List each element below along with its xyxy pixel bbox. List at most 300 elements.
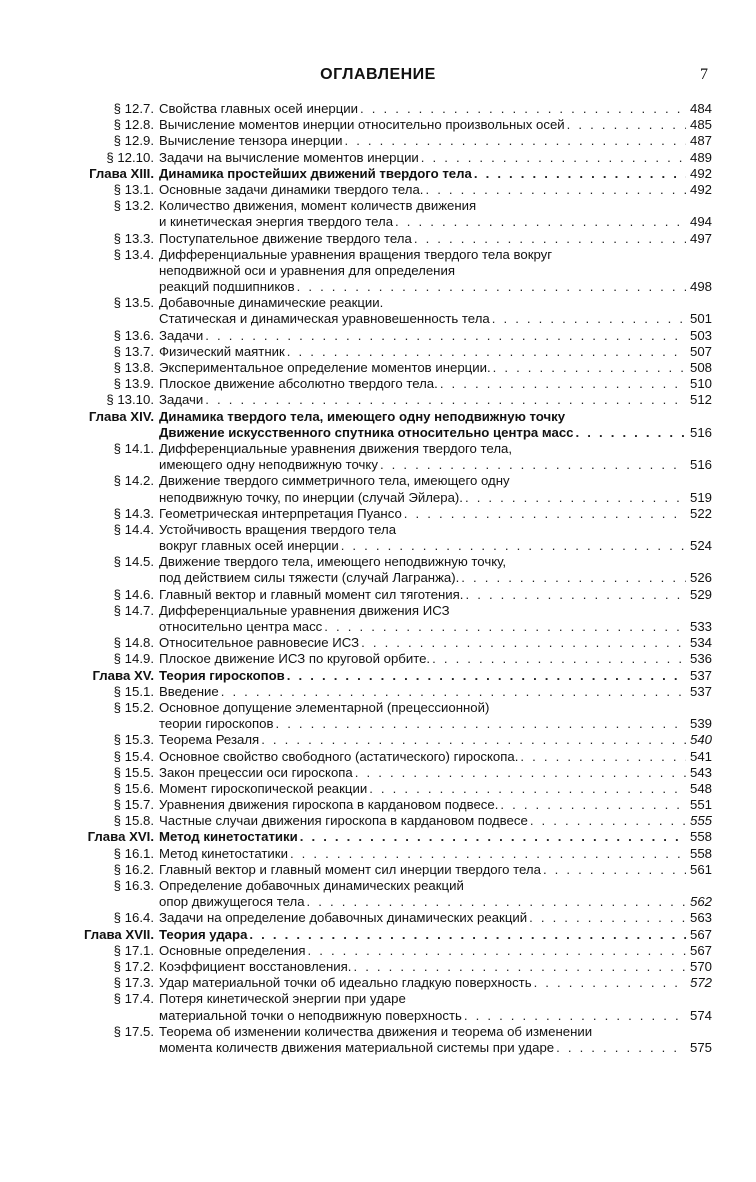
toc-entry-line bbox=[159, 797, 688, 813]
toc-section-entry bbox=[0, 522, 756, 538]
toc-section-entry bbox=[0, 781, 756, 797]
toc-entry-line bbox=[159, 490, 688, 506]
toc-section-entry bbox=[0, 311, 756, 327]
toc-entry-title: Экспериментальное определение моментов инерции. bbox=[159, 360, 491, 375]
toc-entry-title: Удар материальной точки об идеально гладкую поверхность bbox=[159, 975, 532, 991]
toc-entry-page: 570 bbox=[689, 958, 712, 974]
toc-entry-page: 534 bbox=[689, 635, 712, 651]
toc-entry-page: 539 bbox=[689, 716, 712, 732]
toc-entry-line bbox=[159, 425, 688, 441]
toc-section-entry bbox=[0, 813, 756, 829]
toc-entry-page: 548 bbox=[689, 780, 712, 796]
toc-section-entry bbox=[0, 231, 756, 247]
toc-entry-title: Движение искусственного спутника относительно центра масс bbox=[159, 424, 574, 440]
toc-entry-line bbox=[159, 878, 688, 894]
toc-leader-dots bbox=[534, 975, 686, 991]
toc-entry-line bbox=[159, 166, 688, 182]
toc-entry-page: 563 bbox=[689, 910, 712, 926]
toc-entry-title: Закон прецессии оси гироскопа bbox=[159, 764, 353, 780]
toc-section-entry bbox=[0, 603, 756, 619]
toc-leader-dots bbox=[464, 1008, 686, 1024]
toc-entry-title: Теорема Резаля bbox=[159, 732, 260, 748]
toc-section-entry bbox=[0, 700, 756, 716]
toc-leader-dots bbox=[556, 1040, 686, 1056]
toc-entry-title: Динамика простейших движений твердого тела bbox=[159, 165, 472, 181]
toc-entry-title: Плоское движение ИСЗ по круговой орбите. bbox=[159, 651, 431, 667]
toc-section-entry bbox=[0, 619, 756, 635]
toc-section-entry bbox=[0, 214, 756, 230]
toc-entry-title: Плоское движение абсолютно твердого тела. bbox=[159, 376, 438, 392]
toc-entry-number: § 13.3. bbox=[113, 230, 154, 246]
toc-entry-line bbox=[159, 894, 688, 910]
toc-entry-title: Количество движения, момент количеств движения bbox=[159, 198, 477, 214]
toc-entry-number: § 13.8. bbox=[113, 360, 154, 375]
toc-entry-page: 489 bbox=[689, 149, 712, 165]
toc-entry-line bbox=[159, 506, 688, 522]
toc-entry-number: § 14.3. bbox=[113, 505, 154, 521]
toc-entry-line bbox=[159, 538, 688, 554]
toc-entry-line bbox=[159, 247, 688, 263]
toc-entry-number: § 16.1. bbox=[113, 845, 154, 861]
toc-section-entry bbox=[0, 991, 756, 1007]
toc-chapter-entry bbox=[0, 829, 756, 845]
toc-section-entry bbox=[0, 360, 756, 376]
toc-entry-number: § 13.10. bbox=[106, 392, 154, 408]
toc-entry-line bbox=[159, 150, 688, 166]
toc-entry-title: Дифференциальные уравнения движения ИСЗ bbox=[159, 602, 450, 618]
toc-entry-line bbox=[159, 862, 688, 878]
toc-leader-dots bbox=[205, 392, 686, 408]
toc-entry-page: 529 bbox=[689, 586, 712, 602]
toc-entry-page: 519 bbox=[689, 489, 712, 505]
toc-entry-page: 537 bbox=[689, 683, 712, 699]
toc-entry-page: 524 bbox=[689, 538, 712, 554]
toc-entry-number: § 15.6. bbox=[113, 780, 154, 796]
toc-entry-title: реакций подшипников bbox=[159, 279, 295, 295]
toc-leader-dots bbox=[500, 797, 686, 813]
toc-entry-title: Дифференциальные уравнения вращения твердого тела вокруг bbox=[159, 246, 553, 262]
toc-section-entry bbox=[0, 182, 756, 198]
toc-leader-dots bbox=[307, 894, 686, 910]
toc-entry-line bbox=[159, 943, 688, 959]
toc-chapter-entry bbox=[0, 166, 756, 182]
toc-entry-title: Метод кинетостатики bbox=[159, 829, 298, 845]
toc-entry-title: Вычисление тензора инерции bbox=[159, 133, 343, 149]
toc-leader-dots bbox=[543, 862, 686, 878]
toc-entry-title: Динамика твердого тела, имеющего одну неподвижную точку bbox=[159, 408, 566, 424]
toc-entry-title: Задачи на определение добавочных динамических реакций bbox=[159, 910, 528, 926]
toc-entry-number: Глава XVII. bbox=[83, 926, 154, 942]
toc-entry-title: Физический маятник bbox=[159, 343, 285, 359]
toc-leader-dots bbox=[395, 214, 686, 230]
toc-leader-dots bbox=[380, 457, 686, 473]
toc-leader-dots bbox=[344, 133, 686, 149]
toc-entry-number: § 15.8. bbox=[113, 813, 154, 829]
toc-leader-dots bbox=[287, 668, 686, 684]
toc-entry-number: § 15.1. bbox=[113, 683, 154, 699]
toc-entry-number: § 14.7. bbox=[113, 602, 154, 618]
toc-entry-page: 512 bbox=[689, 392, 712, 408]
toc-section-entry bbox=[0, 894, 756, 910]
toc-section-entry bbox=[0, 716, 756, 732]
toc-leader-dots bbox=[493, 360, 686, 376]
toc-entry-page: 567 bbox=[689, 926, 712, 942]
toc-entry-line bbox=[159, 732, 688, 748]
toc-entry-number: § 17.4. bbox=[113, 991, 154, 1007]
toc-entry-page: 567 bbox=[689, 942, 712, 958]
toc-entry-title: Дифференциальные уравнения движения твердого тела, bbox=[159, 440, 513, 456]
toc-entry-line bbox=[159, 651, 688, 667]
toc-entry-page: 575 bbox=[689, 1039, 712, 1055]
toc-entry-title: Потеря кинетической энергии при ударе bbox=[159, 991, 406, 1007]
toc-entry-line bbox=[159, 587, 688, 603]
toc-entry-page: 540 bbox=[689, 732, 712, 748]
toc-entry-title: теории гироскопов bbox=[159, 716, 274, 732]
toc-leader-dots bbox=[530, 813, 686, 829]
toc-entry-page: 572 bbox=[689, 975, 712, 991]
toc-entry-line bbox=[159, 716, 688, 732]
toc-entry-line bbox=[159, 311, 688, 327]
toc-leader-dots bbox=[205, 328, 686, 344]
toc-section-entry bbox=[0, 797, 756, 813]
toc-section-entry bbox=[0, 279, 756, 295]
toc-entry-title: момента количеств движения материальной системы при ударе bbox=[159, 1039, 555, 1055]
toc-section-entry bbox=[0, 651, 756, 667]
toc-section-entry bbox=[0, 635, 756, 651]
toc-leader-dots bbox=[567, 117, 686, 133]
toc-entry-number: § 16.4. bbox=[113, 910, 154, 926]
toc-entry-number: Глава XV. bbox=[92, 667, 154, 683]
toc-entry-number: § 13.4. bbox=[113, 246, 154, 262]
toc-leader-dots bbox=[324, 619, 686, 635]
toc-entry-title: неподвижную точку, по инерции (случай Эйлера). bbox=[159, 489, 463, 505]
toc-section-entry bbox=[0, 506, 756, 522]
toc-entry-page: 498 bbox=[689, 279, 712, 295]
toc-entry-page: 526 bbox=[689, 570, 712, 586]
toc-section-entry bbox=[0, 328, 756, 344]
toc-entry-number: § 17.2. bbox=[113, 958, 154, 974]
toc-entry-line bbox=[159, 231, 688, 247]
toc-entry-line bbox=[159, 603, 688, 619]
toc-entry-page: 536 bbox=[689, 651, 712, 667]
toc-entry-line bbox=[159, 214, 688, 230]
toc-section-entry bbox=[0, 910, 756, 926]
toc-leader-dots bbox=[297, 279, 686, 295]
toc-entry-line bbox=[159, 409, 688, 425]
toc-leader-dots bbox=[360, 101, 686, 117]
toc-leader-dots bbox=[440, 376, 686, 392]
toc-chapter-entry bbox=[0, 409, 756, 425]
toc-section-entry bbox=[0, 198, 756, 214]
toc-entry-title: относительно центра масс bbox=[159, 619, 323, 634]
toc-entry-title: Уравнения движения гироскопа в кардановом подвесе. bbox=[159, 797, 499, 813]
toc-section-entry bbox=[0, 1008, 756, 1024]
toc-entry-page: 492 bbox=[689, 181, 712, 197]
toc-entry-line bbox=[159, 829, 688, 845]
toc-leader-dots bbox=[432, 651, 686, 667]
toc-entry-page: 551 bbox=[689, 797, 712, 813]
toc-entry-number: § 14.1. bbox=[113, 440, 154, 456]
toc-entry-line bbox=[159, 279, 688, 295]
toc-entry-line bbox=[159, 813, 688, 829]
toc-entry-title: опор движущегося тела bbox=[159, 894, 305, 910]
toc-entry-page: 494 bbox=[689, 214, 712, 230]
toc-entry-page: 503 bbox=[689, 327, 712, 343]
toc-section-entry bbox=[0, 862, 756, 878]
toc-entry-page: 497 bbox=[689, 230, 712, 246]
toc-entry-line bbox=[159, 344, 688, 360]
toc-entry-title: Коэффициент восстановления. bbox=[159, 958, 352, 974]
toc-entry-line bbox=[159, 198, 688, 214]
toc-leader-dots bbox=[461, 570, 686, 586]
toc-entry-title: Относительное равновесие ИСЗ bbox=[159, 635, 360, 651]
toc-entry-title: неподвижной оси и уравнения для определения bbox=[159, 262, 455, 278]
toc-section-entry bbox=[0, 392, 756, 408]
toc-entry-line bbox=[159, 522, 688, 538]
toc-entry-line bbox=[159, 117, 688, 133]
toc-section-entry bbox=[0, 117, 756, 133]
toc-entry-title: Вычисление моментов инерции относительно произвольных осей bbox=[159, 117, 565, 133]
toc-leader-dots bbox=[474, 166, 686, 182]
toc-entry-line bbox=[159, 700, 688, 716]
page-header bbox=[0, 66, 756, 88]
toc-section-entry bbox=[0, 295, 756, 311]
toc-entry-line bbox=[159, 376, 688, 392]
toc-section-entry bbox=[0, 150, 756, 166]
toc-entry-line bbox=[159, 668, 688, 684]
toc-entry-number: § 13.7. bbox=[113, 343, 154, 359]
toc-entry-number: § 16.3. bbox=[113, 878, 154, 893]
toc-entry-page: 533 bbox=[689, 619, 712, 634]
toc-entry-line bbox=[159, 101, 688, 117]
toc-entry-page: 561 bbox=[689, 861, 712, 877]
toc-entry-title: под действием силы тяжести (случай Лагранжа). bbox=[159, 570, 460, 586]
toc-entry-line bbox=[159, 392, 688, 408]
toc-section-entry bbox=[0, 133, 756, 149]
toc-entry-number: § 17.5. bbox=[113, 1023, 154, 1039]
toc-entry-page: 508 bbox=[689, 360, 712, 375]
toc-entry-page: 558 bbox=[689, 829, 712, 845]
toc-section-entry bbox=[0, 376, 756, 392]
toc-entry-title: Введение bbox=[159, 683, 219, 699]
toc-entry-title: Движение твердого тела, имеющего неподвижную точку, bbox=[159, 554, 507, 570]
toc-entry-line bbox=[159, 619, 688, 635]
toc-chapter-entry bbox=[0, 425, 756, 441]
toc-entry-title: Устойчивость вращения твердого тела bbox=[159, 521, 397, 537]
toc-entry-line bbox=[159, 295, 688, 311]
toc-section-entry bbox=[0, 1040, 756, 1056]
toc-entry-number: § 13.6. bbox=[113, 327, 154, 343]
toc-entry-line bbox=[159, 328, 688, 344]
toc-leader-dots bbox=[308, 943, 687, 959]
toc-leader-dots bbox=[361, 635, 686, 651]
toc-entry-number: § 15.7. bbox=[113, 797, 154, 813]
toc-leader-dots bbox=[261, 732, 686, 748]
page-number: 7 bbox=[700, 66, 708, 83]
toc-entry-number: § 13.9. bbox=[113, 376, 154, 392]
toc-entry-page: 485 bbox=[689, 117, 712, 133]
toc-entry-page: 507 bbox=[689, 343, 712, 359]
toc-entry-page: 522 bbox=[689, 505, 712, 521]
toc-section-entry bbox=[0, 684, 756, 700]
toc-section-entry bbox=[0, 490, 756, 506]
toc-section-entry bbox=[0, 1024, 756, 1040]
toc-entry-page: 541 bbox=[689, 748, 712, 764]
toc-entry-number: § 12.7. bbox=[113, 101, 154, 116]
page-title: ОГЛАВЛЕНИЕ bbox=[320, 66, 436, 83]
toc-entry-number: Глава XVI. bbox=[87, 829, 154, 845]
toc-section-entry bbox=[0, 344, 756, 360]
toc-section-entry bbox=[0, 943, 756, 959]
toc-section-entry bbox=[0, 570, 756, 586]
toc-entry-page: 492 bbox=[689, 165, 712, 181]
toc-entry-number: § 12.8. bbox=[113, 117, 154, 133]
toc-entry-number: § 14.2. bbox=[113, 473, 154, 489]
toc-entry-number: § 15.2. bbox=[113, 699, 154, 715]
toc-section-entry bbox=[0, 554, 756, 570]
toc-entry-title: Определение добавочных динамических реакций bbox=[159, 878, 464, 893]
toc-entry-title: Главный вектор и главный момент сил инерции твердого тела bbox=[159, 861, 541, 877]
toc-entry-title: Метод кинетостатики bbox=[159, 845, 288, 861]
toc-entry-line bbox=[159, 1040, 688, 1056]
toc-section-entry bbox=[0, 846, 756, 862]
toc-entry-title: Основные определения bbox=[159, 942, 306, 958]
toc-entry-line bbox=[159, 457, 688, 473]
toc-entry-line bbox=[159, 991, 688, 1007]
toc-entry-number: § 15.4. bbox=[113, 748, 154, 764]
toc-entry-number: § 14.6. bbox=[113, 586, 154, 602]
toc-leader-dots bbox=[492, 311, 686, 327]
toc-entry-title: Геометрическая интерпретация Пуансо bbox=[159, 505, 402, 521]
toc-entry-page: 555 bbox=[689, 813, 712, 829]
toc-entry-number: § 12.9. bbox=[113, 133, 154, 149]
toc-chapter-entry bbox=[0, 927, 756, 943]
toc-chapter-entry bbox=[0, 668, 756, 684]
toc-entry-page: 484 bbox=[689, 101, 712, 116]
toc-section-entry bbox=[0, 587, 756, 603]
toc-entry-title: материальной точки о неподвижную поверхность bbox=[159, 1007, 462, 1023]
toc-section-entry bbox=[0, 101, 756, 117]
toc-leader-dots bbox=[355, 765, 686, 781]
toc-entry-title: Теория гироскопов bbox=[159, 667, 285, 683]
toc-entry-title: Момент гироскопической реакции bbox=[159, 780, 368, 796]
toc-section-entry bbox=[0, 538, 756, 554]
toc-leader-dots bbox=[421, 150, 686, 166]
toc-leader-dots bbox=[287, 344, 686, 360]
toc-entry-line bbox=[159, 182, 688, 198]
toc-entry-line bbox=[159, 554, 688, 570]
toc-entry-line bbox=[159, 749, 688, 765]
toc-entry-number: § 13.5. bbox=[113, 295, 154, 311]
toc-entry-title: Главный вектор и главный момент сил тяготения. bbox=[159, 586, 464, 602]
toc-leader-dots bbox=[249, 927, 686, 943]
toc-entry-page: 574 bbox=[689, 1007, 712, 1023]
toc-entry-number: Глава XIV. bbox=[88, 408, 154, 424]
toc-entry-line bbox=[159, 473, 688, 489]
toc-entry-page: 501 bbox=[689, 311, 712, 327]
toc-leader-dots bbox=[520, 749, 686, 765]
toc-entry-line bbox=[159, 846, 688, 862]
toc-entry-title: вокруг главных осей инерции bbox=[159, 538, 339, 554]
toc-section-entry bbox=[0, 732, 756, 748]
toc-entry-title: Движение твердого симметричного тела, имеющего одну bbox=[159, 473, 510, 489]
toc-entry-title: Свойства главных осей инерции bbox=[159, 101, 359, 116]
toc-entry-page: 516 bbox=[689, 457, 712, 473]
toc-entry-line bbox=[159, 959, 688, 975]
toc-entry-title: Основное свойство свободного (астатического) гироскопа. bbox=[159, 748, 519, 764]
toc-entry-number: § 13.1. bbox=[113, 181, 154, 197]
toc-entry-number: § 13.2. bbox=[113, 198, 154, 214]
toc-leader-dots bbox=[529, 910, 686, 926]
toc-section-entry bbox=[0, 473, 756, 489]
toc-entry-page: 562 bbox=[689, 894, 712, 910]
toc-leader-dots bbox=[465, 587, 686, 603]
toc-entry-title: Задачи bbox=[159, 327, 204, 343]
toc-entry-line bbox=[159, 781, 688, 797]
toc-entry-page: 516 bbox=[689, 424, 712, 440]
toc-entry-number: Глава XIII. bbox=[89, 165, 154, 181]
toc-section-entry bbox=[0, 457, 756, 473]
toc-entry-number: § 14.9. bbox=[113, 651, 154, 667]
toc-entry-number: § 14.8. bbox=[113, 635, 154, 651]
toc-entry-title: Частные случаи движения гироскопа в кардановом подвесе bbox=[159, 813, 528, 829]
toc-entry-title: имеющего одну неподвижную точку bbox=[159, 457, 378, 473]
toc-entry-line bbox=[159, 570, 688, 586]
toc-section-entry bbox=[0, 975, 756, 991]
toc-entry-page: 558 bbox=[689, 845, 712, 861]
toc-leader-dots bbox=[425, 182, 686, 198]
toc-entry-line bbox=[159, 441, 688, 457]
toc-entry-title: Основные задачи динамики твердого тела. bbox=[159, 181, 424, 197]
table-of-contents bbox=[0, 101, 756, 1056]
toc-section-entry bbox=[0, 749, 756, 765]
toc-leader-dots bbox=[465, 490, 686, 506]
toc-entry-page: 510 bbox=[689, 376, 712, 392]
toc-entry-line bbox=[159, 684, 688, 700]
toc-entry-page: 537 bbox=[689, 667, 712, 683]
toc-entry-line bbox=[159, 263, 688, 279]
toc-entry-page: 487 bbox=[689, 133, 712, 149]
toc-entry-title: Поступательное движение твердого тела bbox=[159, 230, 412, 246]
toc-section-entry bbox=[0, 247, 756, 263]
toc-entry-number: § 17.1. bbox=[113, 942, 154, 958]
toc-entry-title: Теория удара bbox=[159, 926, 248, 942]
toc-section-entry bbox=[0, 263, 756, 279]
toc-leader-dots bbox=[369, 781, 686, 797]
toc-entry-line bbox=[159, 910, 688, 926]
toc-leader-dots bbox=[275, 716, 686, 732]
toc-entry-title: Основное допущение элементарной (прецессионной) bbox=[159, 699, 490, 715]
toc-section-entry bbox=[0, 441, 756, 457]
toc-entry-line bbox=[159, 635, 688, 651]
toc-entry-line bbox=[159, 133, 688, 149]
toc-leader-dots bbox=[353, 959, 686, 975]
toc-leader-dots bbox=[341, 538, 686, 554]
toc-entry-title: Задачи на вычисление моментов инерции bbox=[159, 149, 419, 165]
toc-leader-dots bbox=[221, 684, 686, 700]
toc-section-entry bbox=[0, 959, 756, 975]
toc-leader-dots bbox=[576, 425, 686, 441]
toc-entry-title: Задачи bbox=[159, 392, 204, 408]
toc-entry-number: § 15.5. bbox=[113, 764, 154, 780]
toc-leader-dots bbox=[300, 829, 686, 845]
toc-entry-line bbox=[159, 360, 688, 376]
toc-entry-title: Добавочные динамические реакции. bbox=[159, 295, 384, 311]
toc-leader-dots bbox=[290, 846, 686, 862]
toc-entry-title: Статическая и динамическая уравновешенность тела bbox=[159, 311, 490, 327]
toc-entry-title: и кинетическая энергия твердого тела bbox=[159, 214, 394, 230]
toc-entry-line bbox=[159, 765, 688, 781]
